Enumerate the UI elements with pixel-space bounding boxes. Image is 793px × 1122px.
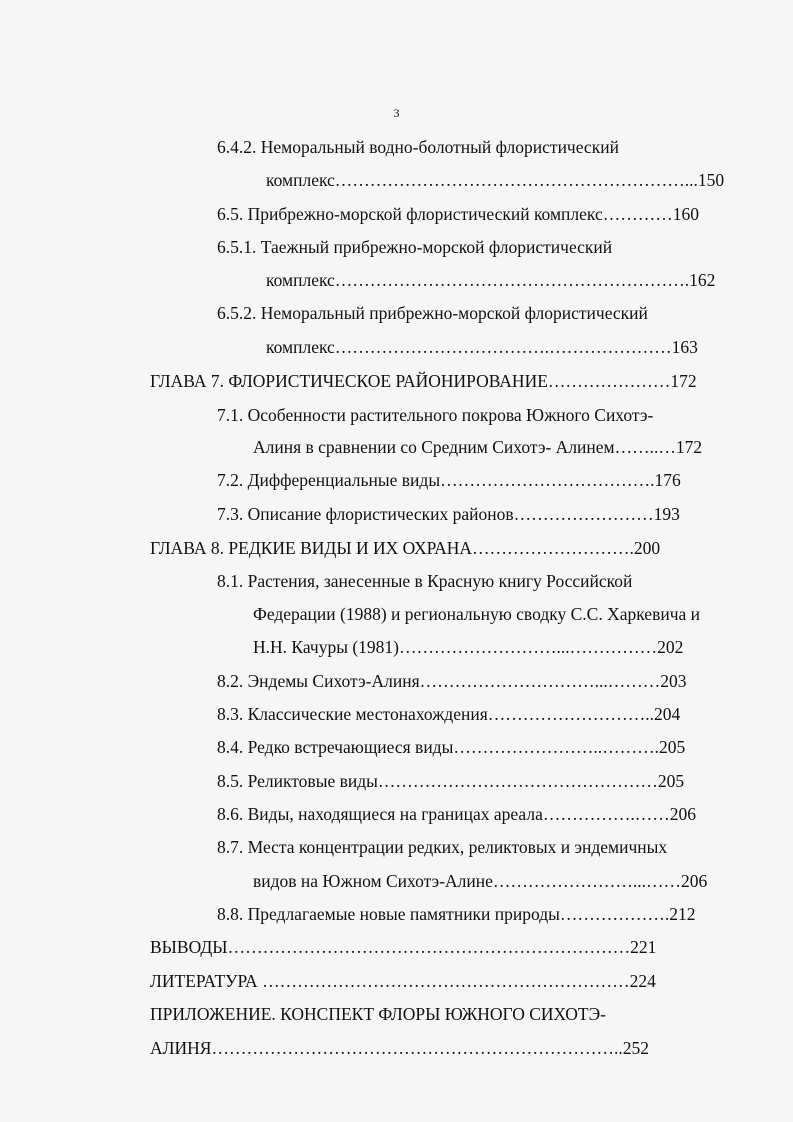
toc-entry-8-1-line3: Н.Н. Качуры (1981)………………………...……………202 — [253, 637, 684, 657]
toc-entry-6-5: 6.5. Прибрежно-морской флористический комплекс…………160 — [217, 204, 699, 224]
toc-chapter-7: ГЛАВА 7. ФЛОРИСТИЧЕСКОЕ РАЙОНИРОВАНИЕ…………………172 — [150, 371, 697, 391]
toc-entry-8-8: 8.8. Предлагаемые новые памятники природы……………….212 — [217, 904, 696, 924]
toc-chapter-8: ГЛАВА 8. РЕДКИЕ ВИДЫ И ИХ ОХРАНА……………………….200 — [150, 538, 661, 558]
toc-entry-6-5-1-line2: комплекс…………………………………………………….162 — [266, 270, 716, 290]
toc-entry-8-1-line2: Федерации (1988) и региональную сводку С.С. Харкевича и — [253, 604, 701, 624]
toc-entry-6-5-2-line1: 6.5.2. Неморальный прибрежно-морской флористический — [217, 303, 648, 323]
toc-appendix-line1: ПРИЛОЖЕНИЕ. КОНСПЕКТ ФЛОРЫ ЮЖНОГО СИХОТЭ- — [150, 1004, 606, 1024]
toc-entry-8-7-line2: видов на Южном Сихотэ-Алине……………………...……206 — [253, 871, 708, 891]
toc-entry-6-5-1-line1: 6.5.1. Таежный прибрежно-морской флористический — [217, 237, 613, 257]
toc-entry-6-4-2-line1: 6.4.2. Неморальный водно-болотный флористический — [217, 137, 619, 157]
toc-entry-7-3: 7.3. Описание флористических районов……………………193 — [217, 504, 680, 524]
toc-entry-8-7-line1: 8.7. Места концентрации редких, реликтовых и эндемичных — [217, 837, 668, 857]
toc-appendix-line2: АЛИНЯ……………………………………………………………..252 — [150, 1038, 649, 1058]
toc-literature: ЛИТЕРАТУРА ………………………………………………………224 — [150, 971, 656, 991]
page-number: 3 — [393, 106, 400, 120]
toc-entry-8-4: 8.4. Редко встречающиеся виды……………………..……….205 — [217, 737, 686, 757]
toc-entry-6-5-2-line2: комплекс……………………………….…………………163 — [266, 337, 698, 357]
toc-entry-7-1-line2: Алиня в сравнении со Средним Сихотэ- Алинем……..…172 — [253, 437, 703, 457]
toc-entry-8-6: 8.6. Виды, находящиеся на границах ареала…………….……206 — [217, 804, 696, 824]
toc-entry-8-5: 8.5. Реликтовые виды…………………………………………205 — [217, 771, 685, 791]
toc-entry-6-4-2-line2: комплекс……………………………………………………...150 — [266, 170, 725, 190]
toc-entry-7-2: 7.2. Дифференциальные виды……………………………….176 — [217, 470, 681, 490]
toc-conclusions: ВЫВОДЫ……………………………………………………………221 — [150, 937, 657, 957]
toc-entry-8-3: 8.3. Классические местонахождения………………………..204 — [217, 704, 681, 724]
toc-entry-8-1-line1: 8.1. Растения, занесенные в Красную книгу Российской — [217, 571, 633, 591]
toc-entry-7-1-line1: 7.1. Особенности растительного покрова Южного Сихотэ- — [217, 405, 654, 425]
toc-entry-8-2: 8.2. Эндемы Сихотэ-Алиня…………………………...………203 — [217, 671, 687, 691]
